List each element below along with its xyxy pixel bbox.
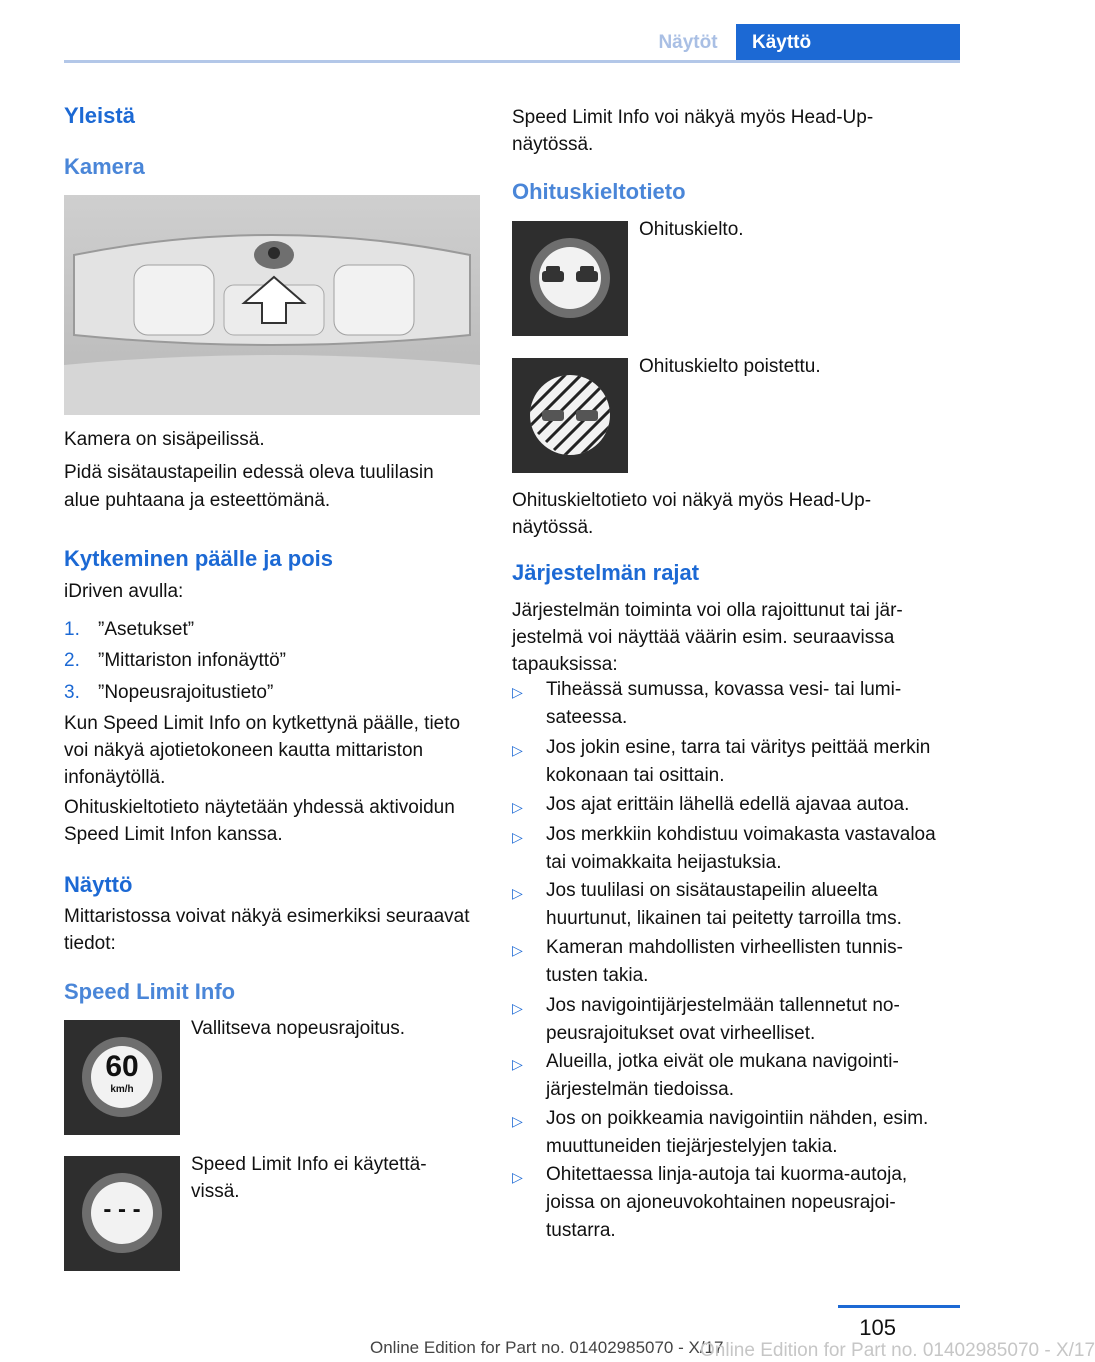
idrive-intro: iDriven avulla: xyxy=(64,581,184,602)
step-number: 3. xyxy=(64,682,80,703)
triangle-bullet-icon: ▷ xyxy=(512,1056,523,1072)
triangle-bullet-icon: ▷ xyxy=(512,1000,523,1016)
sign-60-value: 60 xyxy=(105,1050,139,1083)
camera-illustration xyxy=(64,195,480,415)
subtitle-system-limits: Järjestelmän rajat xyxy=(512,560,700,585)
hud-sli-text: Speed Limit Info voi näkyä myös Head-Up-näytössä. xyxy=(512,107,874,155)
subtitle-switch-on-off: Kytkeminen päälle ja pois xyxy=(64,546,333,571)
no-overtaking-image xyxy=(512,221,628,336)
system-limits-intro: Järjestelmän toiminta voi olla rajoittunut tai järjestelmä voi näyttää väärin esim. seuraavissa tapauksissa: xyxy=(512,600,903,675)
display-intro: Mittaristossa voivat näkyä esimerkiksi seuraavat tiedot: xyxy=(64,906,470,954)
subtitle-display: Näyttö xyxy=(64,872,133,897)
overtaking-lifted-text: Ohituskielto poistettu. xyxy=(639,356,821,377)
step-label: ”Nopeusrajoitustieto” xyxy=(98,682,274,703)
footer-rule xyxy=(838,1305,960,1308)
triangle-bullet-icon: ▷ xyxy=(512,1169,523,1185)
page-number: 105 xyxy=(859,1315,896,1340)
step-number: 1. xyxy=(64,619,80,640)
overtake-info-paragraph: Ohituskieltotieto näytetään yhdessä aktivoidun Speed Limit Infon kanssa. xyxy=(64,797,455,845)
step-label: ”Asetukset” xyxy=(98,619,195,640)
camera-keep-clear-text: Pidä sisätaustapeilin edessä oleva tuulilasin alue puhtaana ja esteettömänä. xyxy=(64,462,434,511)
triangle-bullet-icon: ▷ xyxy=(512,885,523,901)
speed-limit-unavailable-image xyxy=(64,1156,180,1271)
switch-info-paragraph: Kun Speed Limit Info on kytkettynä päälle, tieto voi näkyä ajotietokoneen kautta mittariston infonäytöllä. xyxy=(64,713,461,788)
menu-step xyxy=(64,679,464,707)
sli-current-limit-text: Vallitseva nopeusrajoitus. xyxy=(191,1018,406,1039)
speed-limit-60-image xyxy=(64,1020,180,1135)
triangle-bullet-icon: ▷ xyxy=(512,1113,523,1129)
no-overtaking-text: Ohituskielto. xyxy=(639,219,744,240)
header-rule xyxy=(64,60,960,63)
subtitle-overtake-info: Ohituskieltotieto xyxy=(512,179,686,204)
overtaking-lifted-image xyxy=(512,358,628,473)
subtitle-speed-limit-info: Speed Limit Info xyxy=(64,979,236,1004)
triangle-bullet-icon: ▷ xyxy=(512,799,523,815)
hud-overtake-text: Ohituskieltotieto voi näkyä myös Head-Up-näytössä. xyxy=(512,490,872,538)
subtitle-camera: Kamera xyxy=(64,154,145,179)
triangle-bullet-icon: ▷ xyxy=(512,742,523,758)
menu-step xyxy=(64,647,464,675)
edition-note: Online Edition for Part no. 01402985070 - X/17 xyxy=(370,1338,724,1357)
triangle-bullet-icon: ▷ xyxy=(512,942,523,958)
camera-location-text: Kamera on sisäpeilissä. xyxy=(64,429,265,450)
menu-step xyxy=(64,616,464,644)
watermark: Online Edition for Part no. 01402985070 - X/17 xyxy=(700,1340,1095,1361)
header-tab-operation[interactable]: Käyttö xyxy=(736,24,960,62)
step-number: 2. xyxy=(64,650,80,671)
sign-dashes: - - - xyxy=(103,1196,141,1223)
triangle-bullet-icon: ▷ xyxy=(512,829,523,845)
section-title-general: Yleistä xyxy=(64,103,135,128)
step-label: ”Mittariston infonäyttö” xyxy=(98,650,286,671)
triangle-bullet-icon: ▷ xyxy=(512,684,523,700)
header-tab-displays[interactable]: Näytöt xyxy=(658,32,718,53)
sli-unavailable-text: Speed Limit Info ei käytettävissä. xyxy=(191,1154,427,1202)
sign-kmh-unit: km/h xyxy=(110,1084,134,1095)
